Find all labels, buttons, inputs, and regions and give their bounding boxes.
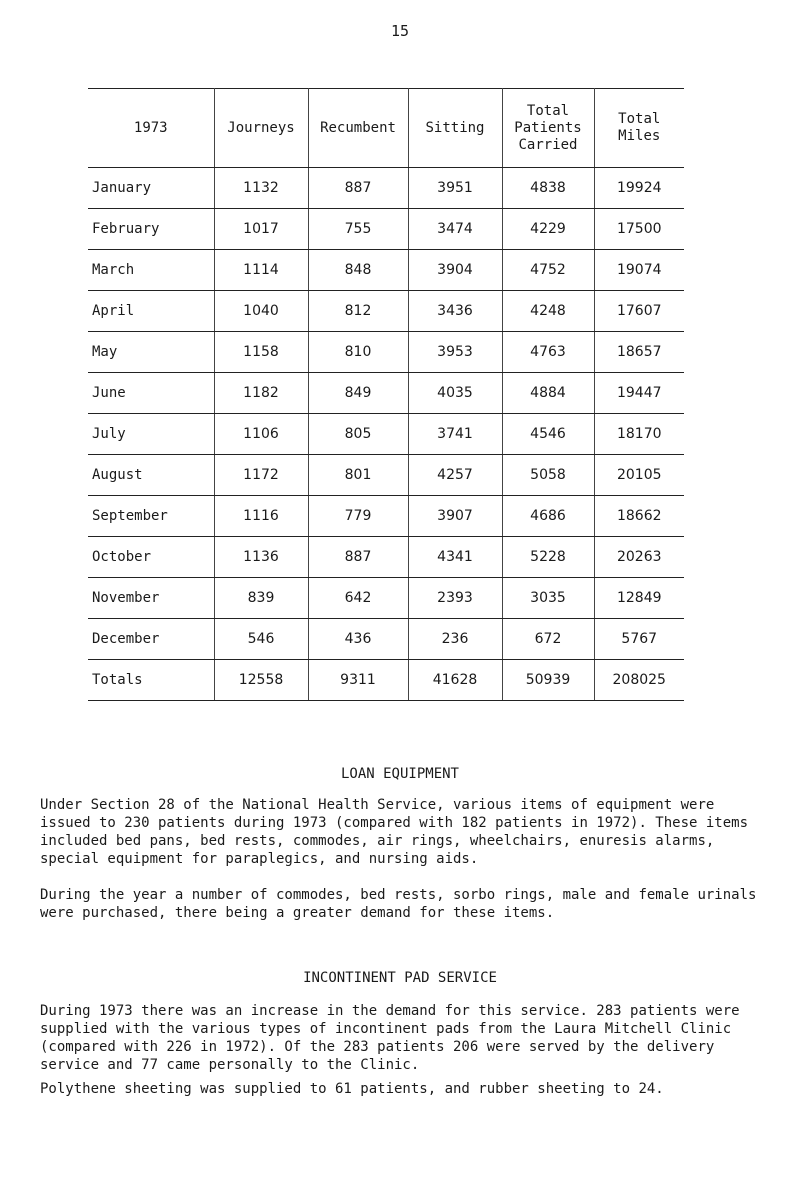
column-header-sitting: Sitting — [408, 89, 502, 168]
table-row — [88, 578, 684, 619]
loan-equipment-paragraph-1: Under Section 28 of the National Health Service, various items of equipment were issued to 230 patients during 1973 (compared with 182 patients in 1972). These items included bed pans, bed rests, commodes, air rings, wheelchairs, enuresis alarms, special equipment for paraplegics, and nursing aids. — [40, 797, 749, 867]
recumbent-cell: 755 — [308, 209, 408, 250]
patients-total-cell: 50939 — [502, 660, 594, 701]
month-cell: June — [88, 373, 214, 414]
sitting-cell: 236 — [408, 619, 502, 660]
page-number: 15 — [390, 22, 410, 40]
month-cell: October — [88, 537, 214, 578]
column-header-total-patients-carried: Total Patients Carried — [502, 89, 594, 168]
miles-cell: 18657 — [594, 332, 684, 373]
month-cell: January — [88, 168, 214, 209]
patients-cell: 5058 — [502, 455, 594, 496]
totals-row — [88, 660, 684, 701]
recumbent-cell: 801 — [308, 455, 408, 496]
recumbent-cell: 849 — [308, 373, 408, 414]
journeys-cell: 1116 — [214, 496, 308, 537]
month-cell: March — [88, 250, 214, 291]
sitting-cell: 3953 — [408, 332, 502, 373]
patients-cell: 4763 — [502, 332, 594, 373]
loan-equipment-heading: LOAN EQUIPMENT — [340, 766, 459, 782]
sitting-total-cell: 41628 — [408, 660, 502, 701]
journeys-cell: 839 — [214, 578, 308, 619]
month-cell: September — [88, 496, 214, 537]
recumbent-total-cell: 9311 — [308, 660, 408, 701]
recumbent-cell: 810 — [308, 332, 408, 373]
miles-cell: 18662 — [594, 496, 684, 537]
incontinent-pad-paragraph-2: Polythene sheeting was supplied to 61 patients, and rubber sheeting to 24. — [40, 1081, 664, 1097]
table-row — [88, 455, 684, 496]
column-header-recumbent: Recumbent — [308, 89, 408, 168]
table-row — [88, 168, 684, 209]
recumbent-cell: 887 — [308, 537, 408, 578]
sitting-cell: 4257 — [408, 455, 502, 496]
sitting-cell: 2393 — [408, 578, 502, 619]
sitting-cell: 4035 — [408, 373, 502, 414]
table-row — [88, 332, 684, 373]
patients-cell: 4248 — [502, 291, 594, 332]
journeys-cell: 1132 — [214, 168, 308, 209]
recumbent-cell: 887 — [308, 168, 408, 209]
journeys-cell: 1040 — [214, 291, 308, 332]
sitting-cell: 3741 — [408, 414, 502, 455]
month-cell: May — [88, 332, 214, 373]
miles-cell: 19447 — [594, 373, 684, 414]
miles-cell: 20105 — [594, 455, 684, 496]
miles-cell: 5767 — [594, 619, 684, 660]
miles-cell: 12849 — [594, 578, 684, 619]
incontinent-pad-heading: INCONTINENT PAD SERVICE — [303, 970, 497, 986]
patients-cell: 4546 — [502, 414, 594, 455]
month-cell: December — [88, 619, 214, 660]
journeys-total-cell: 12558 — [214, 660, 308, 701]
totals-label-cell: Totals — [88, 660, 214, 701]
patients-cell: 4752 — [502, 250, 594, 291]
patients-cell: 4838 — [502, 168, 594, 209]
table-row — [88, 619, 684, 660]
patients-cell: 672 — [502, 619, 594, 660]
patients-cell: 4229 — [502, 209, 594, 250]
recumbent-cell: 848 — [308, 250, 408, 291]
miles-cell: 19074 — [594, 250, 684, 291]
patients-cell: 4884 — [502, 373, 594, 414]
recumbent-cell: 436 — [308, 619, 408, 660]
journeys-cell: 1114 — [214, 250, 308, 291]
miles-total-cell: 208025 — [594, 660, 684, 701]
table-row — [88, 414, 684, 455]
transport-statistics-table — [88, 88, 684, 701]
sitting-cell: 3951 — [408, 168, 502, 209]
month-cell: August — [88, 455, 214, 496]
recumbent-cell: 779 — [308, 496, 408, 537]
month-cell: April — [88, 291, 214, 332]
table-header-row — [88, 89, 684, 168]
table-row — [88, 250, 684, 291]
table-row — [88, 291, 684, 332]
sitting-cell: 3904 — [408, 250, 502, 291]
column-header-year: 1973 — [88, 89, 214, 168]
journeys-cell: 546 — [214, 619, 308, 660]
column-header-total-miles: Total Miles — [594, 89, 684, 168]
incontinent-pad-paragraph-1: During 1973 there was an increase in the demand for this service. 283 patients were supplied with the various types of incontinent pads from the Laura Mitchell Clinic (compared with 226 in 1972). Of the 283 patients 206 were served by the delivery service and 77 came personally to the Clinic. — [40, 1003, 740, 1073]
miles-cell: 17500 — [594, 209, 684, 250]
journeys-cell: 1106 — [214, 414, 308, 455]
recumbent-cell: 812 — [308, 291, 408, 332]
sitting-cell: 3907 — [408, 496, 502, 537]
miles-cell: 17607 — [594, 291, 684, 332]
table-row — [88, 373, 684, 414]
month-cell: February — [88, 209, 214, 250]
recumbent-cell: 805 — [308, 414, 408, 455]
journeys-cell: 1182 — [214, 373, 308, 414]
sitting-cell: 4341 — [408, 537, 502, 578]
patients-cell: 4686 — [502, 496, 594, 537]
sitting-cell: 3436 — [408, 291, 502, 332]
table-row — [88, 496, 684, 537]
column-header-journeys: Journeys — [214, 89, 308, 168]
loan-equipment-paragraph-2: During the year a number of commodes, bed rests, sorbo rings, male and female urinals were purchased, there being a greater demand for these items. — [40, 887, 757, 921]
recumbent-cell: 642 — [308, 578, 408, 619]
table-row — [88, 537, 684, 578]
month-cell: November — [88, 578, 214, 619]
journeys-cell: 1172 — [214, 455, 308, 496]
journeys-cell: 1158 — [214, 332, 308, 373]
patients-cell: 3035 — [502, 578, 594, 619]
miles-cell: 19924 — [594, 168, 684, 209]
journeys-cell: 1017 — [214, 209, 308, 250]
table-row — [88, 209, 684, 250]
journeys-cell: 1136 — [214, 537, 308, 578]
month-cell: July — [88, 414, 214, 455]
sitting-cell: 3474 — [408, 209, 502, 250]
miles-cell: 18170 — [594, 414, 684, 455]
patients-cell: 5228 — [502, 537, 594, 578]
miles-cell: 20263 — [594, 537, 684, 578]
